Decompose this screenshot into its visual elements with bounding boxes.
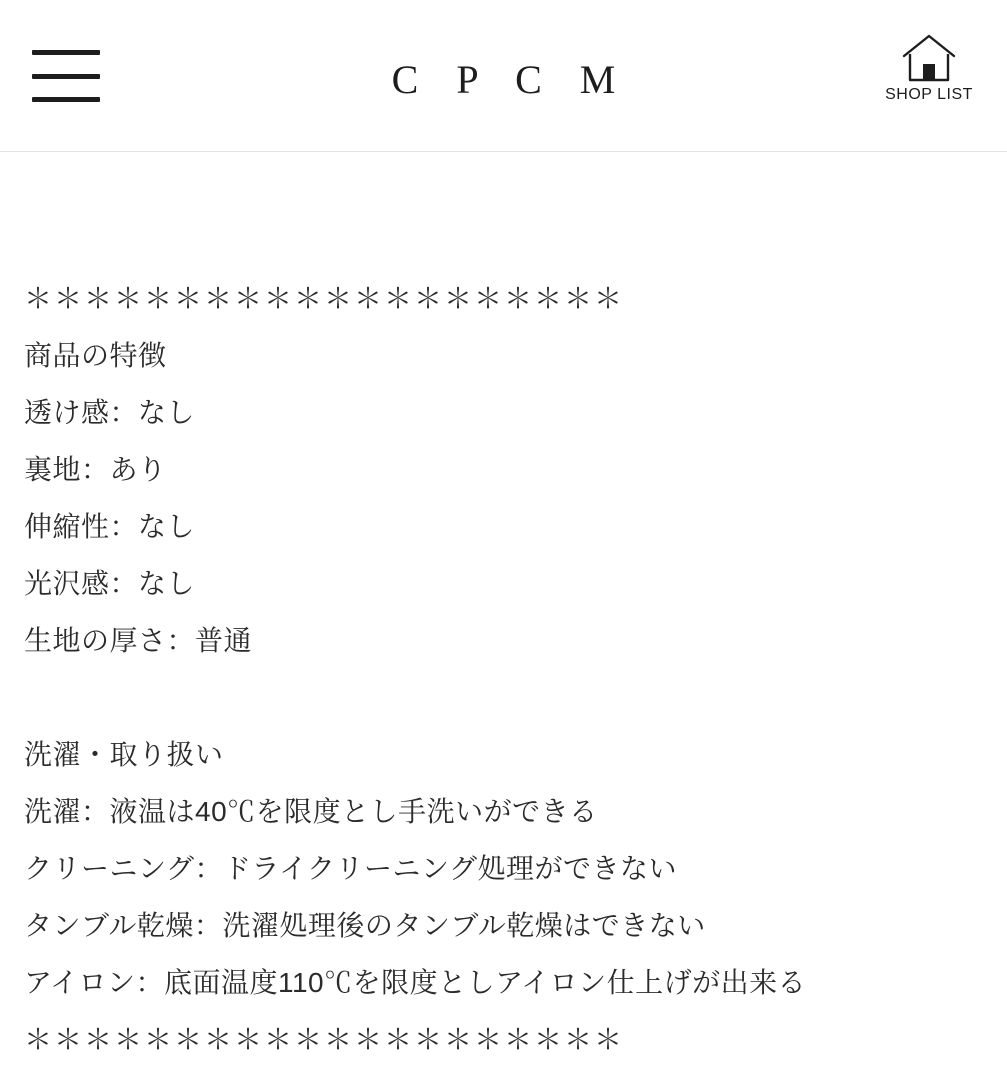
description-line: 洗濯：液温は40℃を限度とし手洗いができる [24, 796, 598, 827]
shop-list-label: SHOP LIST [885, 86, 973, 103]
site-header [0, 0, 1007, 152]
description-line: 伸縮性：なし [24, 511, 196, 542]
description-line: 裏地：あり [24, 454, 167, 485]
menu-bar-top [32, 50, 100, 55]
description-line: ＊＊＊＊＊＊＊＊＊＊＊＊＊＊＊＊＊＊＊＊ [24, 1024, 625, 1055]
description-blank-line [24, 669, 983, 726]
house-icon [901, 32, 957, 84]
description-line: 商品の特徴 [24, 340, 167, 371]
description-line: クリーニング：ドライクリーニング処理ができない [24, 853, 677, 884]
description-line: アイロン：底面温度110℃を限度としアイロン仕上げが出来る [24, 967, 807, 998]
description-line: 光沢感：なし [24, 568, 196, 599]
product-description [0, 152, 1007, 1068]
description-line: 透け感：なし [24, 397, 196, 428]
description-line: ＊＊＊＊＊＊＊＊＊＊＊＊＊＊＊＊＊＊＊＊ [24, 283, 625, 314]
description-line: 洗濯・取り扱い [24, 739, 224, 770]
description-line: 生地の厚さ：普通 [24, 625, 253, 656]
description-line: タンブル乾燥：洗濯処理後のタンブル乾燥はできない [24, 910, 706, 941]
brand-logo[interactable]: C P C M [391, 57, 630, 102]
shop-list-button[interactable] [869, 32, 989, 104]
